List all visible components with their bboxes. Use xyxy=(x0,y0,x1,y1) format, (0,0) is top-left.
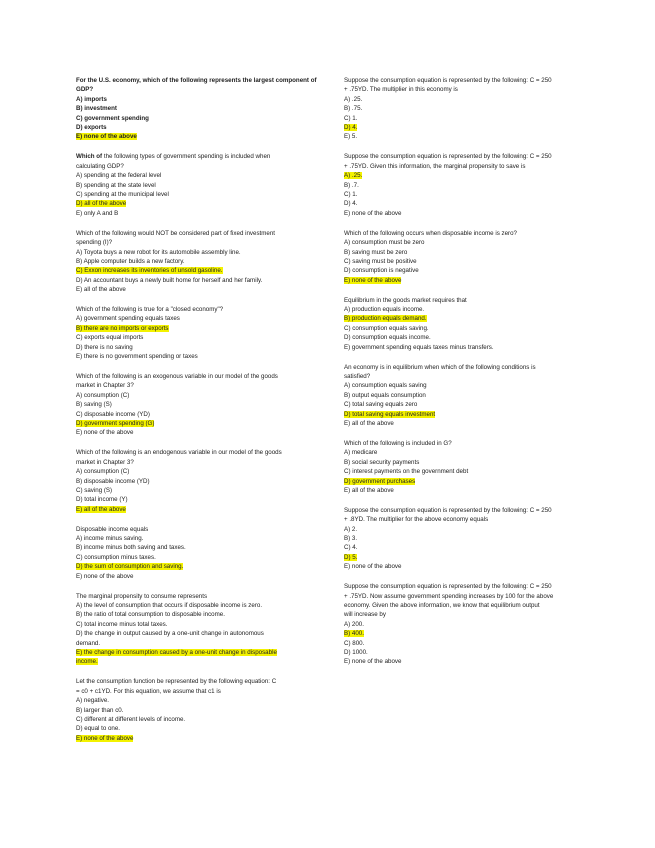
line-text: will increase by xyxy=(344,611,386,619)
highlighted-answer: C) Exxon increases its inventories of unsold gasoline. xyxy=(76,267,223,275)
line-text: E) all of the above xyxy=(76,286,126,294)
answer-line xyxy=(344,132,589,141)
line-text: E) 5. xyxy=(344,133,358,141)
answer-line xyxy=(344,276,589,285)
answer-line xyxy=(344,534,589,543)
line-text: spending (I)? xyxy=(76,239,113,247)
question-stem xyxy=(76,229,321,238)
answer-line xyxy=(76,706,321,715)
line-text: E) none of the above xyxy=(344,658,402,666)
question-block xyxy=(76,525,321,581)
answer-line xyxy=(76,238,321,247)
line-text: economy. Given the above information, we know that equilibrium output xyxy=(344,602,540,609)
answer-line xyxy=(76,562,321,571)
answer-line xyxy=(344,648,589,657)
line-text: D) 4. xyxy=(344,200,358,208)
question-stem xyxy=(344,152,589,161)
line-text: E) only A and B xyxy=(76,209,119,217)
highlighted-answer: E) none of the above xyxy=(76,734,134,742)
line-text: Which of the following is an endogenous variable in our model of the goods xyxy=(76,449,282,457)
line-text: A) the level of consumption that occurs if disposable income is zero. xyxy=(76,602,263,609)
answer-line xyxy=(76,266,321,275)
line-text: C) 1. xyxy=(344,114,358,122)
line-text: A) consumption (C) xyxy=(76,391,130,399)
left-column xyxy=(76,76,321,754)
highlighted-answer: D) government purchases xyxy=(344,477,416,485)
highlighted-answer: income. xyxy=(76,658,98,666)
answer-line xyxy=(344,209,589,218)
question-block xyxy=(344,439,589,495)
line-text: C) saving (S) xyxy=(76,486,113,494)
answer-line xyxy=(344,257,589,266)
right-column xyxy=(344,76,589,677)
answer-line xyxy=(344,238,589,247)
answer-line xyxy=(76,324,321,333)
answer-line xyxy=(76,495,321,504)
line-text: satisfied? xyxy=(344,372,371,380)
line-text: C) total saving equals zero xyxy=(344,401,418,409)
highlighted-answer: B) production equals demand. xyxy=(344,315,427,323)
line-text: For the U.S. economy, which of the following represents the largest component of xyxy=(76,77,317,84)
answer-line xyxy=(76,620,321,629)
answer-line xyxy=(76,601,321,610)
answer-line xyxy=(344,610,589,619)
line-text: B) .7. xyxy=(344,181,359,189)
question-block xyxy=(76,305,321,361)
answer-line xyxy=(76,715,321,724)
line-text: E) all of the above xyxy=(344,420,394,427)
answer-line xyxy=(344,419,589,428)
line-text: D) consumption equals income. xyxy=(344,334,431,342)
line-text: + .75YD. Now assume government spending increases by 100 for the above xyxy=(344,592,554,600)
answer-line xyxy=(76,276,321,285)
line-text: demand. xyxy=(76,639,101,647)
answer-line xyxy=(76,534,321,543)
question-block xyxy=(76,592,321,667)
line-text: B) 3. xyxy=(344,535,358,543)
line-text: E) none of the above xyxy=(76,429,134,437)
question-block xyxy=(76,229,321,295)
line-text: A) government spending equals taxes xyxy=(76,315,180,323)
answer-line xyxy=(344,391,589,400)
line-text: A) production equals income. xyxy=(344,306,425,314)
line-text: + .75YD. Given this information, the marginal propensity to save is xyxy=(344,162,526,170)
answer-line xyxy=(76,381,321,390)
answer-line xyxy=(344,104,589,113)
answer-line xyxy=(344,333,589,342)
question-stem xyxy=(344,506,589,515)
answer-line xyxy=(76,724,321,733)
question-stem xyxy=(344,296,589,305)
answer-line xyxy=(76,553,321,562)
answer-line xyxy=(344,199,589,208)
answer-line xyxy=(344,314,589,323)
answer-line xyxy=(76,343,321,352)
question-stem xyxy=(344,76,589,85)
highlighted-answer: B) 400. xyxy=(344,630,364,638)
highlighted-answer: B) there are no imports or exports xyxy=(76,324,169,332)
highlighted-answer: E) all of the above xyxy=(76,505,126,513)
line-text: Suppose the consumption equation is represented by the following: C = 250 xyxy=(344,77,552,84)
line-text: A) consumption must be zero xyxy=(344,239,425,247)
line-text: C) interest payments on the government debt xyxy=(344,468,469,476)
answer-line xyxy=(76,85,321,94)
line-text: Which of the following is an exogenous variable in our model of the goods xyxy=(76,372,278,380)
answer-line xyxy=(76,458,321,467)
line-text: A) negative. xyxy=(76,697,110,705)
line-text: B) Apple computer builds a new factory. xyxy=(76,257,185,265)
line-text: D) equal to one. xyxy=(76,725,121,733)
answer-line xyxy=(344,181,589,190)
answer-line xyxy=(76,687,321,696)
question-block xyxy=(344,229,589,285)
line-text: B) output equals consumption xyxy=(344,391,426,399)
line-text: + .75YD. The multiplier in this economy is xyxy=(344,86,458,94)
answer-line xyxy=(76,171,321,180)
line-text: Suppose the consumption equation is represented by the following: C = 250 xyxy=(344,153,552,161)
answer-line xyxy=(344,381,589,390)
answer-line xyxy=(76,467,321,476)
answer-line xyxy=(344,562,589,571)
line-text: E) there is no government spending or taxes xyxy=(76,353,198,361)
line-text: C) spending at the municipal level xyxy=(76,190,169,198)
answer-line xyxy=(344,343,589,352)
answer-line xyxy=(76,657,321,666)
answer-line xyxy=(76,314,321,323)
line-text: An economy is in equilibrium when which of the following conditions is xyxy=(344,363,536,371)
answer-line xyxy=(344,543,589,552)
answer-line xyxy=(76,629,321,638)
highlighted-answer: D) government spending (G) xyxy=(76,420,155,427)
answer-line xyxy=(344,400,589,409)
answer-line xyxy=(344,171,589,180)
question-stem xyxy=(344,582,589,591)
line-text: E) none of the above xyxy=(76,572,134,580)
highlighted-answer: E) none of the above xyxy=(344,276,402,284)
line-text: GDP? xyxy=(76,86,94,94)
line-text: C) government spending xyxy=(76,114,149,122)
highlighted-answer: D) 5. xyxy=(344,553,358,561)
line-text: calculating GDP? xyxy=(76,162,124,170)
line-text: D) exports xyxy=(76,124,107,132)
answer-line xyxy=(344,410,589,419)
question-block xyxy=(76,152,321,218)
line-text: market in Chapter 3? xyxy=(76,458,134,466)
question-block xyxy=(344,363,589,429)
answer-line xyxy=(76,639,321,648)
answer-line xyxy=(344,248,589,257)
line-text: D) An accountant buys a newly built home for herself and her family. xyxy=(76,276,263,284)
question-block xyxy=(76,448,321,514)
question-stem xyxy=(76,76,321,85)
answer-line xyxy=(344,114,589,123)
question-block xyxy=(76,677,321,743)
question-block xyxy=(344,76,589,142)
line-text: A) imports xyxy=(76,95,107,103)
highlighted-answer: D) total saving equals investment xyxy=(344,410,436,418)
highlighted-answer: D) the sum of consumption and saving. xyxy=(76,563,184,571)
highlighted-answer: D) 4. xyxy=(344,124,358,132)
question-stem xyxy=(76,152,321,161)
line-text: B) saving must be zero xyxy=(344,248,408,256)
answer-line xyxy=(344,467,589,476)
answer-line xyxy=(76,419,321,428)
line-text: Which of the following occurs when disposable income is zero? xyxy=(344,229,517,237)
line-text: C) different at different levels of income. xyxy=(76,715,186,723)
answer-line xyxy=(76,257,321,266)
answer-line xyxy=(344,601,589,610)
answer-line xyxy=(76,400,321,409)
line-text: A) spending at the federal level xyxy=(76,172,162,180)
answer-line xyxy=(344,639,589,648)
line-text: Which of the following is true for a "closed economy"? xyxy=(76,306,224,314)
line-text: B) disposable income (YD) xyxy=(76,477,150,485)
answer-line xyxy=(76,104,321,113)
answer-line xyxy=(76,505,321,514)
line-text: E) government spending equals taxes minus transfers. xyxy=(344,343,494,351)
answer-line xyxy=(344,305,589,314)
line-text: B) the ratio of total consumption to disposable income. xyxy=(76,611,225,619)
line-text: E) all of the above xyxy=(344,486,394,494)
line-text: B) investment xyxy=(76,105,117,113)
question-block xyxy=(76,76,321,142)
answer-line xyxy=(344,620,589,629)
answer-line xyxy=(344,629,589,638)
question-block xyxy=(344,506,589,572)
line-text: C) total income minus total taxes. xyxy=(76,620,168,628)
answer-line xyxy=(76,486,321,495)
line-text: the following types of government spending is included when xyxy=(102,153,271,161)
line-text: C) exports equal imports xyxy=(76,334,144,342)
answer-line xyxy=(76,162,321,171)
line-text: D) 1000. xyxy=(344,649,368,657)
answer-line xyxy=(76,428,321,437)
answer-line xyxy=(344,515,589,524)
line-text: market in Chapter 3? xyxy=(76,382,134,390)
answer-line xyxy=(76,696,321,705)
line-text: A) consumption (C) xyxy=(76,468,130,476)
answer-line xyxy=(76,477,321,486)
line-text: B) social security payments xyxy=(344,458,420,466)
line-text: Suppose the consumption equation is represented by the following: C = 250 xyxy=(344,583,552,591)
question-stem xyxy=(76,592,321,601)
answer-line xyxy=(76,572,321,581)
line-text: Let the consumption function be represented by the following equation: C xyxy=(76,678,277,686)
line-text: A) 2. xyxy=(344,525,358,533)
line-text: B) spending at the state level xyxy=(76,181,156,189)
line-text: E) none of the above xyxy=(344,209,402,217)
line-text: D) the change in output caused by a one-unit change in autonomous xyxy=(76,630,264,638)
answer-line xyxy=(76,190,321,199)
answer-line xyxy=(76,248,321,257)
answer-line xyxy=(344,458,589,467)
line-text: A) medicare xyxy=(344,449,378,457)
line-text: A) income minus saving. xyxy=(76,535,144,543)
question-block xyxy=(344,582,589,667)
question-stem xyxy=(76,305,321,314)
line-text: C) consumption minus taxes. xyxy=(76,553,156,561)
line-text: C) consumption equals saving. xyxy=(344,324,429,332)
line-text: The marginal propensity to consume represents xyxy=(76,592,208,600)
question-stem xyxy=(344,363,589,372)
highlighted-answer: A) .25. xyxy=(344,172,363,180)
answer-line xyxy=(344,324,589,333)
answer-line xyxy=(344,266,589,275)
question-stem xyxy=(344,439,589,448)
line-text: Equilibrium in the goods market requires that xyxy=(344,296,467,304)
answer-line xyxy=(344,372,589,381)
highlighted-answer: E) the change in consumption caused by a one-unit change in disposable xyxy=(76,649,277,657)
answer-line xyxy=(76,352,321,361)
answer-line xyxy=(344,85,589,94)
answer-line xyxy=(76,391,321,400)
line-text: B) .75. xyxy=(344,105,363,113)
line-text: D) there is no saving xyxy=(76,343,133,351)
answer-line xyxy=(76,285,321,294)
answer-line xyxy=(344,162,589,171)
line-text: Which of the following is included in G? xyxy=(344,439,452,447)
line-text: Suppose the consumption equation is represented by the following: C = 250 xyxy=(344,506,552,514)
line-text: A) Toyota buys a new robot for its automobile assembly line. xyxy=(76,248,241,256)
line-text: A) .25. xyxy=(344,95,363,103)
line-text: E) none of the above xyxy=(344,563,402,571)
answer-line xyxy=(76,648,321,657)
answer-line xyxy=(76,734,321,743)
answer-line xyxy=(76,132,321,141)
answer-line xyxy=(76,123,321,132)
line-text: = c0 + c1YD. For this equation, we assume that c1 is xyxy=(76,687,221,695)
line-text: C) 1. xyxy=(344,190,358,198)
line-text: D) total income (Y) xyxy=(76,496,128,504)
line-text: B) saving (S) xyxy=(76,401,112,409)
question-stem xyxy=(344,229,589,238)
question-block xyxy=(76,372,321,438)
line-text: D) consumption is negative xyxy=(344,267,419,275)
answer-line xyxy=(76,610,321,619)
answer-line xyxy=(344,448,589,457)
answer-line xyxy=(344,592,589,601)
line-text: A) 200. xyxy=(344,620,364,628)
answer-line xyxy=(344,190,589,199)
answer-line xyxy=(76,333,321,342)
question-block xyxy=(344,296,589,352)
line-text: C) 800. xyxy=(344,639,365,647)
question-stem xyxy=(76,525,321,534)
question-block xyxy=(344,152,589,218)
highlighted-answer: D) all of the above xyxy=(76,200,127,208)
line-text: Disposable income equals xyxy=(76,525,149,533)
answer-line xyxy=(344,95,589,104)
line-text: C) 4. xyxy=(344,544,358,552)
answer-line xyxy=(76,95,321,104)
answer-line xyxy=(76,114,321,123)
answer-line xyxy=(344,477,589,486)
stem-lead: Which of xyxy=(76,153,103,161)
line-text: Which of the following would NOT be considered part of fixed investment xyxy=(76,229,276,237)
answer-line xyxy=(344,657,589,666)
answer-line xyxy=(76,199,321,208)
answer-line xyxy=(344,525,589,534)
answer-line xyxy=(76,181,321,190)
answer-line xyxy=(344,486,589,495)
question-stem xyxy=(76,677,321,686)
question-stem xyxy=(76,448,321,457)
answer-line xyxy=(76,410,321,419)
line-text: A) consumption equals saving xyxy=(344,382,427,390)
answer-line xyxy=(344,553,589,562)
line-text: C) disposable income (YD) xyxy=(76,410,150,418)
line-text: B) income minus both saving and taxes. xyxy=(76,544,186,552)
line-text: B) larger than c0. xyxy=(76,706,124,714)
answer-line xyxy=(344,123,589,132)
line-text: C) saving must be positive xyxy=(344,257,417,265)
highlighted-answer: E) none of the above xyxy=(76,133,137,141)
answer-line xyxy=(76,209,321,218)
line-text: + .8YD. The multiplier for the above economy equals xyxy=(344,516,489,524)
answer-line xyxy=(76,543,321,552)
question-stem xyxy=(76,372,321,381)
